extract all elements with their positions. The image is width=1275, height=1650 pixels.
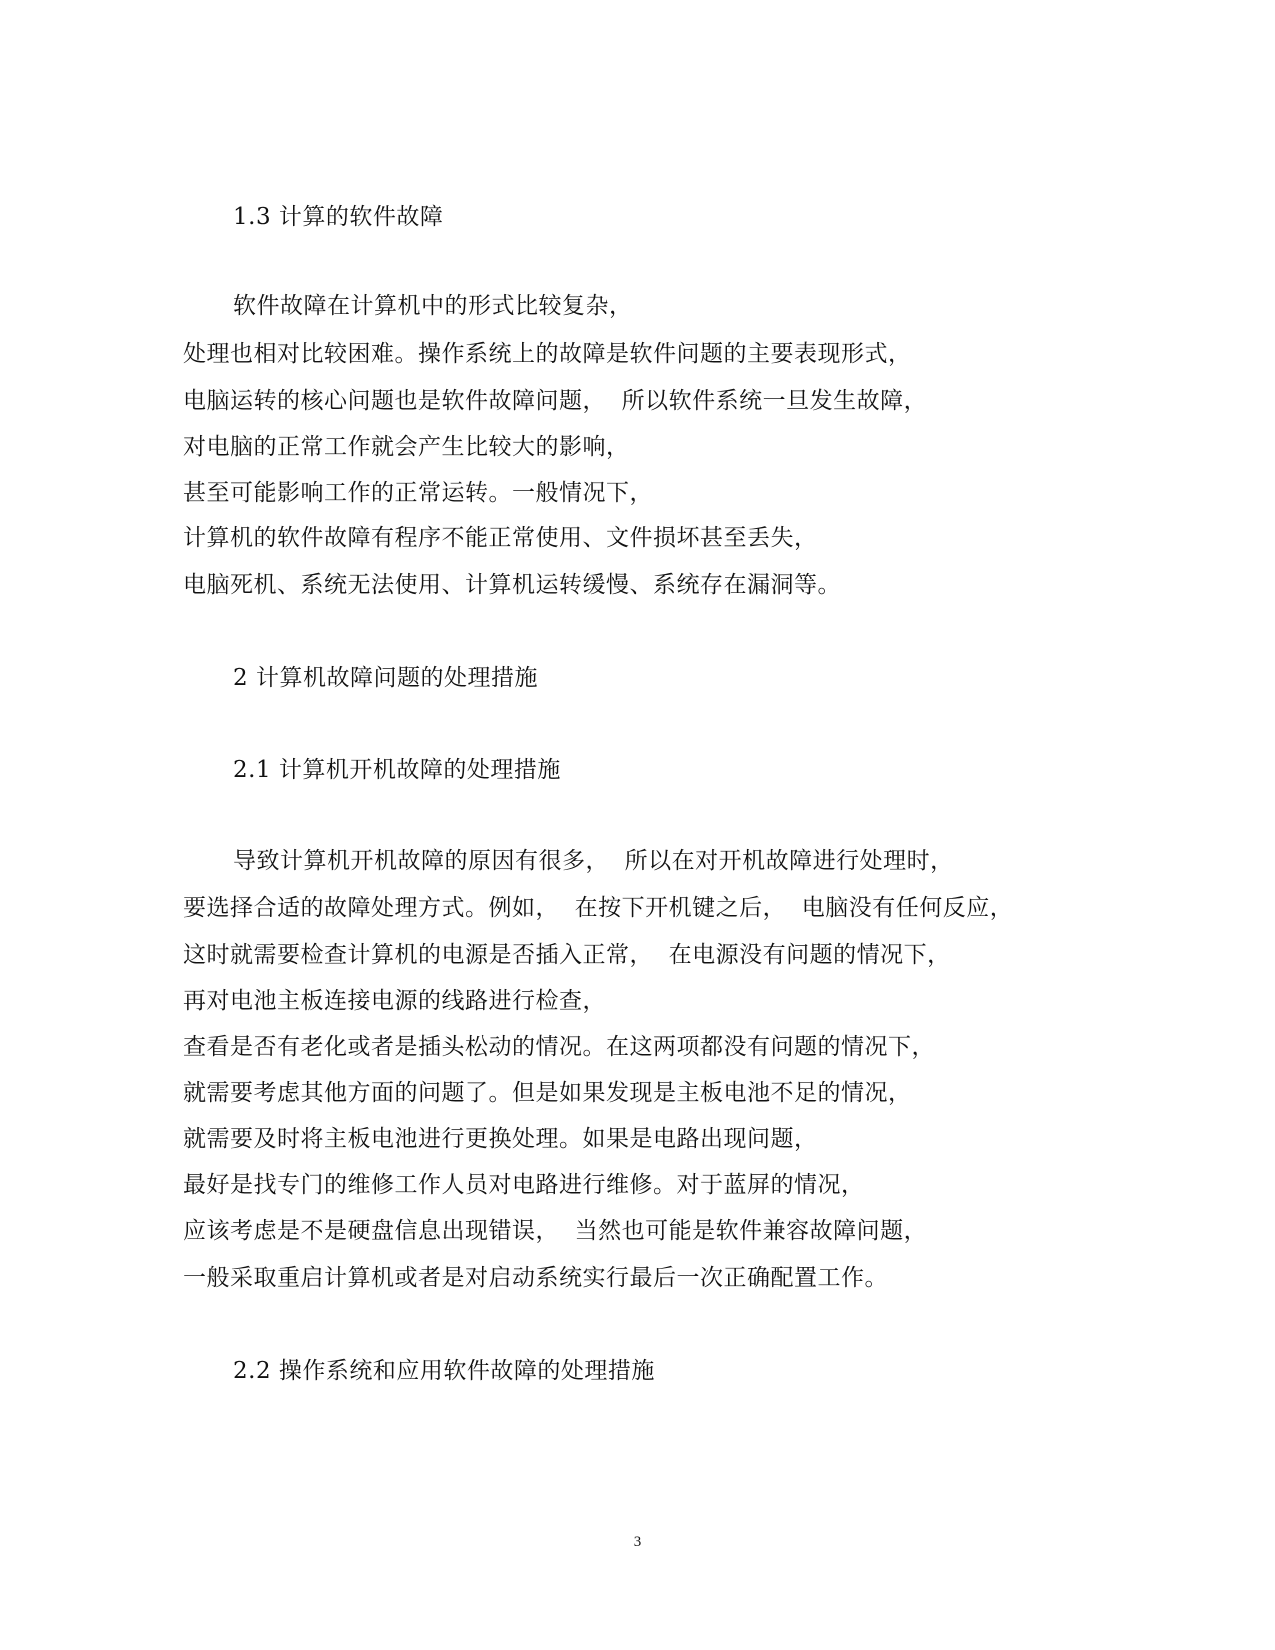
paragraph-line: 电脑死机、系统无法使用、计算机运转缓慢、系统存在漏洞等。 <box>183 572 841 598</box>
paragraph-line: 应该考虑是不是硬盘信息出现错误， 当然也可能是软件兼容故障问题， <box>183 1218 928 1244</box>
paragraph-line: 处理也相对比较困难。操作系统上的故障是软件问题的主要表现形式， <box>183 341 912 367</box>
paragraph-line: 就需要考虑其他方面的问题了。但是如果发现是主板电池不足的情况， <box>183 1080 912 1106</box>
paragraph-line: 软件故障在计算机中的形式比较复杂， <box>233 293 633 319</box>
paragraph-line: 计算机的软件故障有程序不能正常使用、文件损坏甚至丢失， <box>183 525 818 551</box>
paragraph-line: 对电脑的正常工作就会产生比较大的影响， <box>183 434 630 460</box>
paragraph-line: 甚至可能影响工作的正常运转。一般情况下， <box>183 480 653 506</box>
paragraph-line: 查看是否有老化或者是插头松动的情况。在这两项都没有问题的情况下， <box>183 1034 935 1060</box>
paragraph-line: 一般采取重启计算机或者是对启动系统实行最后一次正确配置工作。 <box>183 1265 888 1291</box>
section-heading-2-1: 2.1 计算机开机故障的处理措施 <box>233 757 561 783</box>
section-heading-2: 2 计算机故障问题的处理措施 <box>233 665 538 691</box>
paragraph-line: 最好是找专门的维修工作人员对电路进行维修。对于蓝屏的情况， <box>183 1172 865 1198</box>
section-heading-1-3: 1.3 计算的软件故障 <box>233 204 444 230</box>
paragraph-line: 电脑运转的核心问题也是软件故障问题， 所以软件系统一旦发生故障， <box>183 388 928 414</box>
paragraph-line: 再对电池主板连接电源的线路进行检查， <box>183 988 606 1014</box>
section-heading-2-2: 2.2 操作系统和应用软件故障的处理措施 <box>233 1358 655 1384</box>
paragraph-line: 就需要及时将主板电池进行更换处理。如果是电路出现问题， <box>183 1126 818 1152</box>
paragraph-line: 这时就需要检查计算机的电源是否插入正常， 在电源没有问题的情况下， <box>183 942 951 968</box>
paragraph-line: 要选择合适的故障处理方式。例如， 在按下开机键之后， 电脑没有任何反应， <box>183 895 1014 921</box>
page-number: 3 <box>633 1534 642 1550</box>
paragraph-line: 导致计算机开机故障的原因有很多， 所以在对开机故障进行处理时， <box>233 848 954 874</box>
